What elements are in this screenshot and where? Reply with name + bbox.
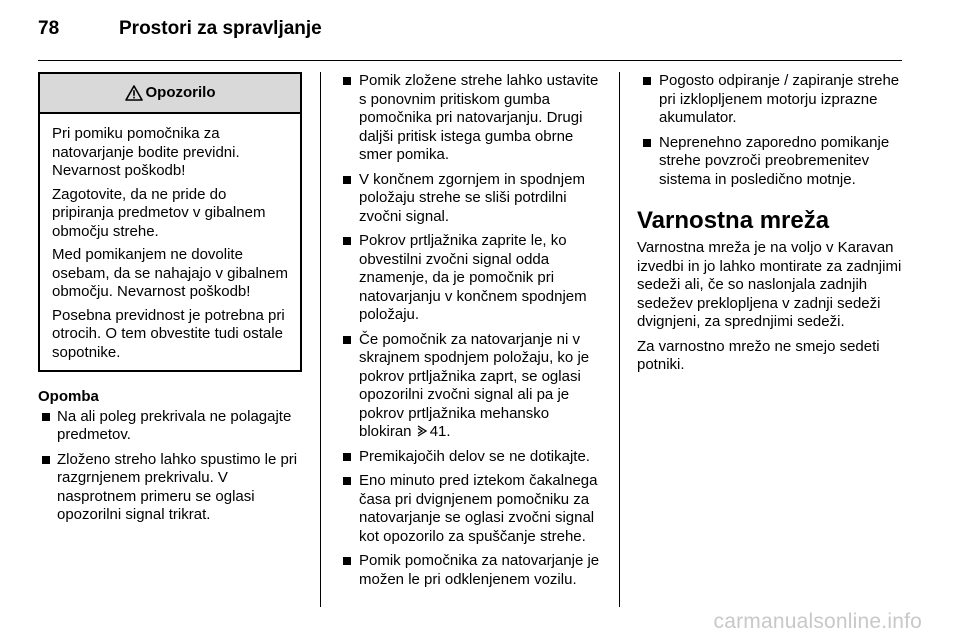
note-item: Zloženo streho lahko spustimo le pri razgrnjenem prekrivalu. V nasprotnem primeru se oglasi opozorilni signal trikrat. bbox=[38, 451, 302, 525]
list-item-text-end: . bbox=[446, 423, 451, 440]
note-list-continued bbox=[337, 72, 605, 589]
list-item-with-xref bbox=[337, 331, 605, 442]
list-item: V končnem zgornjem in spodnjem položaju strehe se sliši potrdilni zvočni signal. bbox=[337, 171, 605, 227]
header-rule bbox=[38, 60, 902, 61]
list-item: Eno minuto pred iztekom čakalnega časa pri dvignjenem pomočniku za natovarjanje se oglasi zvočni signal kot opozorilo za spuščanje strehe. bbox=[337, 472, 605, 546]
section-paragraph: Za varnostno mrežo ne smejo sedeti potniki. bbox=[637, 337, 880, 373]
warning-body bbox=[40, 114, 300, 370]
note-heading: Opomba bbox=[38, 388, 99, 405]
column-3 bbox=[637, 72, 905, 381]
page-reference-link[interactable]: 41 bbox=[429, 423, 447, 440]
list-item: Pomik zložene strehe lahko ustavite s ponovnim pritiskom gumba pomočnika pri natovarjanju. Drugi daljši pritisk istega gumba obrne smer pomika. bbox=[337, 72, 605, 165]
column-2 bbox=[337, 72, 605, 595]
note-list-continued bbox=[637, 72, 905, 189]
warning-title: Opozorilo bbox=[145, 83, 216, 101]
note-list bbox=[38, 408, 302, 525]
column-divider bbox=[619, 72, 620, 607]
watermark: carmanualsonline.info bbox=[713, 610, 922, 633]
note-item: Na ali poleg prekrivala ne polagajte predmetov. bbox=[38, 408, 302, 445]
list-item: Pomik pomočnika za natovarjanje je možen le pri odklenjenem vozilu. bbox=[337, 552, 605, 589]
page-reference-arrow-icon bbox=[417, 425, 428, 437]
list-item-text: Če pomočnik za natovarjanje ni v skrajnem spodnjem položaju, ko je pokrov prtljažnika zaprt, se oglasi opozorilni zvočni signal ali pa je pokrov prtljažnika mehansko blokiran bbox=[359, 330, 590, 440]
section-paragraph: Varnostna mreža je na voljo v Karavan izvedbi in jo lahko montirate za zadnjimi sedeži ali, če so naslonjala zadnjih sedežev preklopljena v zadnji sedeži dvignjeni, za sprednjimi sedeži. bbox=[637, 239, 902, 330]
warning-header bbox=[40, 74, 300, 114]
page-title: Prostori za spravljanje bbox=[119, 18, 322, 39]
warning-paragraph: Posebna previdnost je potrebna pri otrocih. O tem obvestite tudi ostale sopotnike. bbox=[52, 306, 285, 361]
list-item: Neprenehno zaporedno pomikanje strehe povzroči preobremenitev sistema in posledično motnje. bbox=[637, 134, 905, 190]
list-item: Pogosto odpiranje / zapiranje strehe pri izklopljenem motorju izprazne akumulator. bbox=[637, 72, 905, 128]
list-item: Premikajočih delov se ne dotikajte. bbox=[337, 448, 605, 467]
warning-paragraph: Zagotovite, da ne pride do pripiranja predmetov v gibalnem območju strehe. bbox=[52, 185, 266, 240]
column-divider bbox=[320, 72, 321, 607]
warning-triangle-icon bbox=[125, 85, 143, 101]
warning-box bbox=[38, 72, 302, 372]
list-item: Pokrov prtljažnika zaprite le, ko obvestilni zvočni signal odda znamenje, da je pomočnik pri natovarjanju v končnem spodnjem položaju. bbox=[337, 232, 605, 325]
warning-paragraph: Med pomikanjem ne dovolite osebam, da se nahajajo v gibalnem območju. Nevarnost poškodb! bbox=[52, 246, 288, 300]
column-1 bbox=[38, 72, 302, 531]
warning-paragraph: Pri pomiku pomočnika za natovarjanje bodite previdni. Nevarnost poškodb! bbox=[52, 125, 240, 179]
page-number: 78 bbox=[38, 18, 60, 39]
section-heading: Varnostna mreža bbox=[637, 207, 830, 234]
